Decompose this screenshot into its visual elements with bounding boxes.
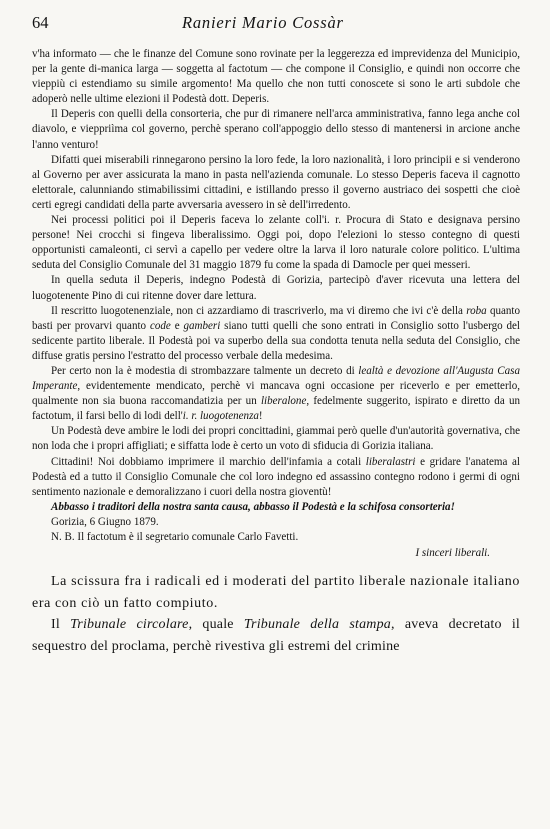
paragraph: Un Podestà deve ambire le lodi dei propri concittadini, giammai però quelle d'un'autorità governativa, che non loda che i propri affigliati; e siffatta lode è certo un voto di sfiducia di Gorizia italiana. — [32, 425, 520, 453]
text-run: siano tutti quelli che sono entrati in Consiglio sotto l'usbergo del sedicente partito liberale. Il Podestà poi va superbo della sua condotta tenuta nella seduta del Consiglio, che diffuse gratis persino l'estratto del processo verbale della medesima. — [32, 319, 520, 362]
text-run: , evidentemente mendicato, perchè vi mancava ogni occasione per riceverlo e per emetterlo, qualmente non sia buona raccomandatizia per un — [32, 380, 520, 408]
closing-paragraph: La scissura fra i radicali ed i moderati del partito liberale nazionale italiano era con ciò un fatto compiuto. — [32, 574, 520, 611]
paragraph — [32, 364, 520, 424]
running-title: Ranieri Mario Cossàr — [182, 13, 344, 32]
text-run: , aveva decretato il sequestro del proclama, perchè rivestiva gli estremi del crimine — [32, 617, 521, 654]
nota-bene: N. B. Il factotum è il segretario comunale Carlo Favetti. — [51, 531, 299, 543]
text-run: Il rescritto luogotenenziale, non ci azzardiamo di trascriverlo, ma vi diremo che ivi c'è della — [51, 304, 467, 317]
paragraph — [32, 455, 520, 500]
italic-run: Tribunale circolare — [70, 617, 189, 633]
italic-run: Tribunale della stampa — [243, 617, 391, 633]
paragraph: Difatti quei miserabili rinnegarono persino la loro fede, la loro nazionalità, i loro principii e si venderono al Governo per aver assicurata la mano in pasta nell'azienda comunale. Lo stesso Deperis faceva il cagnotto elettorale, calunniando stimabilissimi cittadini, e istillando presso il governo austriaco dei sospetti che cioè certi egregi candidati della parte avversaria avessero in sè dell'irredento. — [32, 153, 520, 211]
paragraph: In quella seduta il Deperis, indegno Podestà di Gorizia, partecipò d'aver ricevuta una lettera del luogotenente Pino di cui ritenne dover dare lettura. — [32, 274, 520, 302]
closing-paragraph — [32, 614, 520, 657]
signature: I sinceri liberali. — [415, 547, 490, 560]
paragraph — [32, 304, 520, 364]
text-run: Il — [51, 617, 71, 633]
text-run: Per certo non la è modestia di strombazzare talmente un decreto di — [51, 364, 359, 377]
text-run: Cittadini! Noi dobbiamo imprimere il marchio dell'infamia a cotali — [51, 455, 366, 468]
italic-run: liberalastri — [365, 455, 416, 468]
paragraph: Il Deperis con quelli della consorteria, che pur di rimanere nell'arca amministrativa, fanno lega anche col diavolo, e vieppriìma col governo, perchè sperano coll'appoggio dello stesso di mantenersi in arcione anche l'anno venturo! — [32, 108, 520, 151]
text-run: e gridare l'anatema al Podestà ed a tutto il Consiglio Comunale che col loro indegno ed assassino contegno rodono i germi di ogni sentimento nazionale e demoralizzano i cuori della nostra gioventù! — [32, 455, 521, 498]
text-run: e — [170, 319, 184, 332]
page-header — [32, 13, 520, 47]
italic-run: lealtà e devozione all'Augusta Casa Imperante — [32, 364, 520, 393]
proclamation-text — [32, 47, 520, 561]
text-run: , quale — [188, 617, 244, 633]
text-run: , fedelmente suggerito, ispirato e diretto da un factotum, il farsi bello di lodi dell' — [32, 395, 520, 423]
italic-run: liberalone — [260, 395, 307, 408]
italic-run: code — [149, 319, 171, 332]
text-run: quanto basti per provarvi quanto — [32, 304, 521, 332]
italic-run: i. r. luogotenenza — [182, 410, 259, 423]
slogan: Abbasso i traditori della nostra santa causa, abbasso il Podestà e la schifosa consorteria! — [51, 500, 455, 513]
page-number: 64 — [32, 13, 49, 32]
italic-run: roba — [466, 304, 487, 317]
paragraph: Nei processi politici poi il Deperis faceva lo zelante coll'i. r. Procura di Stato e designava persino persone! Nei crocchi si fingeva liberalissimo. Oggi poi, dopo l'elezioni lo stesso contegno di questi opportunisti camaleonti, ci servì a capello per vedere oltre la larva il loro naturale colore politico. L'ultima seduta del Consiglio Comunale del 31 maggio 1879 fu come la spada di Damocle per quei messeri. — [32, 214, 520, 272]
italic-run: gamberi — [183, 319, 221, 332]
text-run: ! — [258, 410, 263, 423]
closing-text — [32, 571, 520, 657]
date-line: Gorizia, 6 Giugno 1879. — [51, 515, 159, 528]
paragraph: v'ha informato — che le finanze del Comune sono rovinate per la leggerezza ed imprevidenza del Municipio, per la gente di-manica larga — soggetta al factotum — che compone il Consiglio, e quindi non occorre che vieppiù ci estendiamo su simile argomento! Ma quello che non tutti conoscete si sono le arti subdole che adoperò nelle ultime elezioni il Podestà dott. Deperis. — [32, 48, 520, 106]
